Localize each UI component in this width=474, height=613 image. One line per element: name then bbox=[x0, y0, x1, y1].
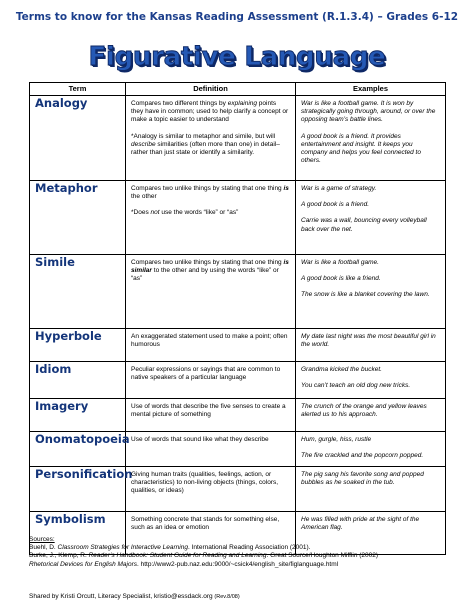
example-text: War is a game of strategy. bbox=[301, 185, 377, 192]
examples-cell bbox=[296, 96, 446, 181]
examples-cell bbox=[296, 362, 446, 399]
definition-text: similarities (often more than one) in detail– rather than just state or identify a similarity. bbox=[131, 140, 280, 157]
definition-key-word: is similar bbox=[131, 259, 289, 275]
paragraph-gap bbox=[301, 267, 440, 275]
definition-text: the other bbox=[131, 193, 157, 201]
source-text: Buehl, D. bbox=[29, 544, 58, 552]
term-column-header: Term bbox=[30, 83, 126, 96]
example-text: Grandma kicked the bucket. bbox=[301, 366, 382, 373]
sources-section bbox=[29, 536, 449, 569]
table-row bbox=[30, 329, 446, 362]
definition-paragraph bbox=[131, 516, 290, 532]
paragraph-gap bbox=[301, 374, 440, 382]
examples-cell bbox=[296, 255, 446, 329]
source-title: Rhetorical Devices for English Majors bbox=[29, 560, 138, 568]
source-text: . Great Source/Houghton Mifflin (2002) bbox=[266, 552, 379, 560]
definition-paragraph bbox=[131, 403, 290, 419]
definition-paragraph bbox=[131, 333, 290, 349]
sources-list bbox=[29, 544, 449, 569]
definition-paragraph bbox=[131, 471, 290, 496]
examples-cell bbox=[296, 329, 446, 362]
document-title: Figurative Language bbox=[88, 42, 386, 72]
source-citation bbox=[29, 552, 449, 560]
definition-text: *Analogy is similar to metaphor and simile, but will bbox=[131, 132, 276, 140]
example-text: He was filled with pride at the sight of the American flag. bbox=[301, 516, 420, 532]
definition-column-header: Definition bbox=[126, 83, 296, 96]
definition-cell bbox=[126, 329, 296, 362]
table-row bbox=[30, 362, 446, 399]
definition-cell bbox=[126, 255, 296, 329]
definition-cell bbox=[126, 399, 296, 432]
definition-text: An exaggerated statement used to make a point; often humorous bbox=[131, 333, 288, 349]
definition-emphasis: not bbox=[150, 209, 160, 217]
example-text: My date last night was the most beautiful girl in the world. bbox=[301, 333, 436, 349]
definition-emphasis: describe bbox=[131, 140, 156, 148]
table-row bbox=[30, 96, 446, 181]
examples-cell bbox=[296, 467, 446, 512]
definition-text: Compares two different things by bbox=[131, 100, 228, 107]
definition-text: Giving human traits (qualities, feelings, action, or characteristics) to non-living objects (things, colors, qualities, or ideas) bbox=[131, 471, 279, 495]
definition-paragraph bbox=[131, 436, 290, 444]
example-text: Carrie was a wall, bouncing every volleyball back over the net. bbox=[301, 217, 427, 233]
definition-text: points they have in common; used to help clarify a concept or make a topic easier to understand bbox=[131, 100, 289, 124]
revision-date: (Rev.8/08) bbox=[214, 594, 240, 600]
term-cell: Imagery bbox=[30, 399, 126, 432]
example-text: A good book is like a friend. bbox=[301, 275, 381, 283]
example-text: The crunch of the orange and yellow leaves alerted us to his approach. bbox=[301, 403, 427, 419]
paragraph-gap bbox=[131, 125, 290, 133]
credit-line bbox=[29, 593, 240, 600]
source-title: Classroom Strategies for Interactive Learning bbox=[57, 544, 188, 552]
definition-cell bbox=[126, 181, 296, 255]
examples-cell bbox=[296, 181, 446, 255]
definition-paragraph bbox=[131, 366, 290, 382]
paragraph-gap bbox=[131, 201, 290, 209]
paragraph-gap bbox=[301, 283, 440, 291]
source-text: . International Reading Association (2001). bbox=[187, 544, 311, 552]
term-cell: Analogy bbox=[30, 96, 126, 181]
definition-text: Something concrete that stands for something else, such as an idea or emotion bbox=[131, 516, 280, 532]
definition-text: Peculiar expressions or sayings that are common to native speakers of a particular language bbox=[131, 366, 281, 382]
example-text: Hum, gurgle, hiss, rustle bbox=[301, 436, 372, 443]
examples-column-header: Examples bbox=[296, 83, 446, 96]
definition-text: Use of words that describe the five senses to create a mental picture of something bbox=[131, 403, 286, 419]
definition-cell bbox=[126, 362, 296, 399]
sources-heading: Sources: bbox=[29, 536, 55, 543]
table-row bbox=[30, 255, 446, 329]
title-wrapper bbox=[0, 42, 474, 72]
paragraph-gap bbox=[301, 444, 440, 452]
term-cell: Simile bbox=[30, 255, 126, 329]
source-title: Reader’s Handbook: Student Guide for Reading and Learning bbox=[88, 552, 267, 560]
term-cell: Metaphor bbox=[30, 181, 126, 255]
term-cell: Onomatopoeia bbox=[30, 432, 126, 467]
example-text: War is like a football game. bbox=[301, 259, 379, 266]
table-row bbox=[30, 181, 446, 255]
definition-text: to the other and by using the words “like” or “as” bbox=[131, 267, 279, 283]
examples-cell bbox=[296, 432, 446, 467]
definition-paragraph bbox=[131, 209, 290, 217]
example-text: A good book is a friend. bbox=[301, 201, 370, 209]
definition-text: Compares two unlike things by stating that one thing bbox=[131, 259, 284, 266]
definition-cell bbox=[126, 467, 296, 512]
source-text: . http://www2-pub.naz.edu:9000/~csick4/english_site/figlanguage.html bbox=[137, 560, 339, 568]
terms-table bbox=[29, 82, 446, 555]
example-text: The snow is like a blanket covering the lawn. bbox=[301, 291, 430, 299]
definition-text: use the words “like” or “as” bbox=[159, 209, 239, 217]
definition-cell bbox=[126, 432, 296, 467]
definition-paragraph bbox=[131, 100, 290, 125]
source-citation bbox=[29, 544, 449, 552]
term-cell: Idiom bbox=[30, 362, 126, 399]
definition-emphasis: explaining bbox=[227, 100, 257, 107]
examples-cell bbox=[296, 399, 446, 432]
source-text: Burke, J., Klemp, R. bbox=[29, 552, 89, 560]
source-citation bbox=[29, 561, 449, 569]
definition-paragraph bbox=[131, 259, 290, 284]
term-cell: Hyperbole bbox=[30, 329, 126, 362]
paragraph-gap bbox=[301, 125, 440, 133]
definition-key-word: is bbox=[283, 185, 289, 192]
table-row bbox=[30, 467, 446, 512]
term-cell: Personification bbox=[30, 467, 126, 512]
term-cell: Symbolism bbox=[30, 512, 126, 555]
example-text: A good book is a friend. It provides entertainment and insight. It keeps you company and helps you feel connected to others. bbox=[301, 132, 421, 165]
definition-cell bbox=[126, 96, 296, 181]
definition-text: Use of words that sound like what they describe bbox=[131, 436, 269, 443]
definition-paragraph bbox=[131, 133, 290, 158]
definition-paragraph bbox=[131, 185, 290, 201]
example-text: The pig sang his favorite song and popped bubbles as he soaked in the tub. bbox=[301, 471, 424, 487]
definition-text: Compares two unlike things by stating that one thing bbox=[131, 185, 284, 192]
example-text: You can’t teach an old dog new tricks. bbox=[301, 382, 411, 390]
paragraph-gap bbox=[301, 193, 440, 201]
example-text: War is like a football game. It is won by strategically going through, around, or over the opposing team’s battle lines. bbox=[301, 100, 436, 124]
definition-text: *Does bbox=[131, 209, 151, 217]
paragraph-gap bbox=[301, 209, 440, 217]
credit-text: Shared by Kristi Orcutt, Literacy Specialist, kristio@essdack.org bbox=[29, 593, 215, 600]
table-row bbox=[30, 399, 446, 432]
table-row bbox=[30, 432, 446, 467]
table-header-row bbox=[30, 83, 446, 96]
document-subtitle: Terms to know for the Kansas Reading Assessment (R.1.3.4) – Grades 6-12 bbox=[15, 11, 459, 23]
example-text: The fire crackled and the popcorn popped. bbox=[301, 452, 424, 460]
